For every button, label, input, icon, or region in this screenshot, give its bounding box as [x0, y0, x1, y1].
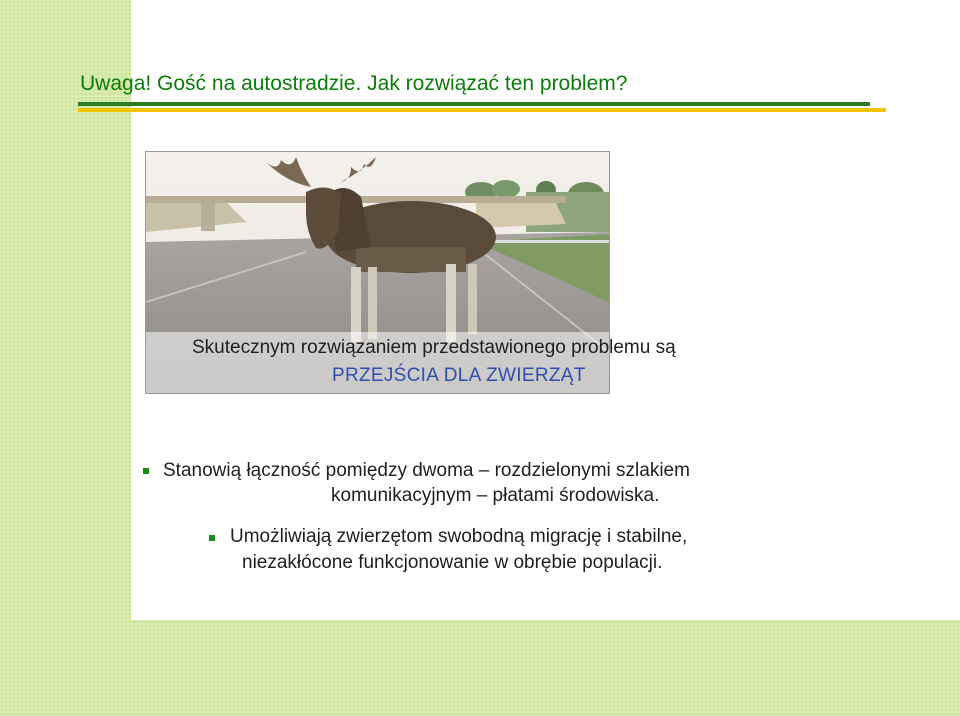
- bullet-1-line-2: komunikacyjnym – płatami środowiska.: [331, 485, 660, 506]
- decorative-bottom-band: [0, 620, 960, 716]
- animal-crossings-highlight: PRZEJŚCIA DLA ZWIERZĄT: [332, 365, 586, 386]
- bullet-2-line-1: Umożliwiają zwierzętom swobodną migrację i stabilne,: [230, 526, 688, 547]
- bullet-1-line-1: Stanowią łączność pomiędzy dwoma – rozdzielonymi szlakiem: [163, 460, 690, 481]
- title-rule-gold: [78, 108, 886, 112]
- slide-title: Uwaga! Gość na autostradzie. Jak rozwiązać ten problem?: [80, 72, 628, 95]
- bullet-square-icon: [143, 468, 149, 474]
- intro-text: Skutecznym rozwiązaniem przedstawionego problemu są: [192, 337, 676, 358]
- title-rule-green: [78, 102, 870, 106]
- bullet-2-line-2: niezakłócone funkcjonowanie w obrębie populacji.: [242, 552, 663, 573]
- bullet-square-icon: [209, 535, 215, 541]
